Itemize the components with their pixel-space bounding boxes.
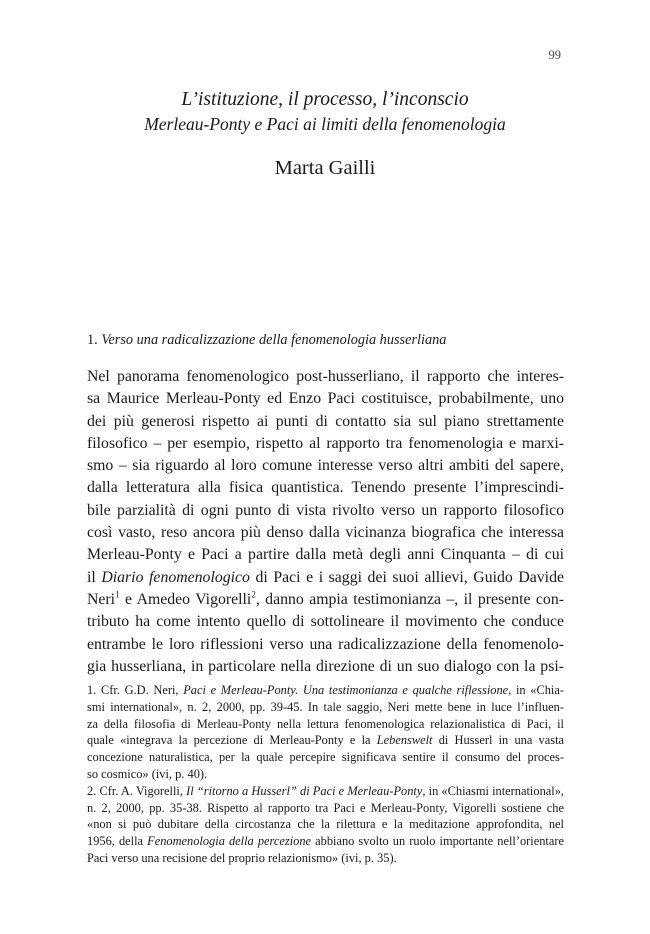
body-line: Nel panorama fenomenologico post-husserliano, il rapporto che interes- — [87, 368, 564, 385]
footnote-line: «non si può dubitare della circostanza che la rilettura e la meditazione approfondita, nel — [87, 817, 564, 832]
body-line: così vasto, reso ancora più denso dalla vicinanza biografica che interessa — [87, 524, 564, 542]
section-title: Verso una radicalizzazione della fenomenologia husserliana — [101, 332, 447, 348]
page-number: 99 — [548, 48, 561, 62]
body-line: sa Maurice Merleau-Ponty ed Enzo Paci costituisce, probabilmente, uno — [87, 390, 564, 408]
text-run: di Paci e i saggi dei suoi allievi, Guido Davide — [249, 568, 564, 586]
body-line: entrambe le loro riflessioni verso una radicalizzazione della fenomenolo- — [87, 635, 564, 653]
chapter-subtitle: Merleau-Ponty e Paci ai limiti della fenomenologia — [144, 114, 506, 134]
cited-title: Il “ritorno a Husserl” di Paci e Merleau-Ponty — [186, 783, 423, 798]
chapter-title: L’istituzione, il processo, l’inconscio — [181, 89, 469, 110]
text-run: e Amedeo Vigorelli — [119, 590, 252, 608]
body-line: smo – sia riguardo al loro comune interesse verso altri ambiti del sapere, — [87, 457, 564, 475]
text-run: abbiano svolto un ruolo importante nell’orientare — [311, 834, 565, 849]
body-paragraph — [87, 366, 564, 678]
text-run: di Husserl in una vasta — [432, 733, 565, 748]
body-line: filosofico – per esempio, rispetto al rapporto tra fenomenologia e marxi- — [87, 434, 564, 452]
text-run: , in «Chia- — [508, 683, 564, 697]
body-line: bile parzialità di ogni punto di vista rivolto verso un rapporto filosofico — [87, 501, 564, 519]
body-line — [87, 567, 564, 589]
cited-term: Lebenswelt — [376, 733, 433, 748]
footnote-line — [87, 833, 564, 850]
text-run: 1. Cfr. G.D. Neri, — [87, 683, 184, 697]
footnote-line — [87, 732, 564, 749]
footnote-ref-1[interactable]: 1 — [115, 589, 120, 600]
text-run: , in «Chiasmi international», — [422, 783, 565, 798]
footnote-line: concezione naturalistica, per la quale percepire significava sentire il consumo del proces- — [87, 750, 564, 765]
body-line: Merleau-Ponty e Paci a partire dalla metà degli anni Cinquanta – di cui — [87, 546, 564, 564]
text-run: il — [87, 568, 102, 586]
footnotes — [87, 682, 564, 867]
body-line — [87, 589, 564, 611]
cited-title: Paci e Merleau-Ponty. Una testimonianza e qualche riflessione — [183, 683, 509, 697]
footnote-2 — [87, 783, 564, 800]
body-line: tributo ha come intento quello di sottolineare il movimento che conduce — [87, 613, 564, 631]
footnote-line: Paci verso una recisione del proprio relazionismo» (ivi, p. 35). — [87, 850, 397, 865]
cited-title: Fenomenologia della percezione — [147, 834, 312, 849]
footnote-1 — [87, 682, 564, 699]
text-run: 1956, della — [87, 834, 148, 849]
footnote-line: n. 2, 2000, pp. 35-38. Rispetto al rapporto tra Paci e Merleau-Ponty, Vigorelli sostiene che — [87, 800, 564, 815]
text-run: 2. Cfr. A. Vigorelli, — [87, 783, 187, 798]
author-name: Marta Gailli — [274, 157, 376, 179]
book-title-diario: Diario fenomenologico — [101, 568, 250, 586]
body-line: dalla letteratura alla fisica quantistica. Tenendo presente l’imprescindi- — [87, 479, 564, 497]
text-run: , danno ampia testimonianza –, il presente con- — [255, 590, 564, 608]
section-heading — [87, 330, 567, 350]
section-number: 1. — [87, 332, 98, 348]
footnote-ref-2[interactable]: 2 — [251, 589, 256, 600]
text-run: quale «integrava la percezione di Merleau-Ponty e la — [87, 733, 377, 748]
footnote-line: so cosmico» (ivi, p. 40). — [87, 766, 208, 781]
chapter-title-block — [0, 88, 650, 136]
body-line: dei più generosi rispetto ai punti di contatto sia sul piano strettamente — [87, 412, 564, 430]
footnote-line: smi international», n. 2, 2000, pp. 39-45. In tale saggio, Neri mette bene in luce l’influen- — [87, 699, 564, 714]
footnote-line: za della filosofia di Merleau-Ponty nella lettura fenomenologica relazionalistica di Paci, il — [87, 716, 564, 731]
body-line: gia husserliana, in particolare nella direzione di un suo dialogo con la psi- — [87, 657, 564, 675]
text-run: Neri — [87, 590, 116, 608]
